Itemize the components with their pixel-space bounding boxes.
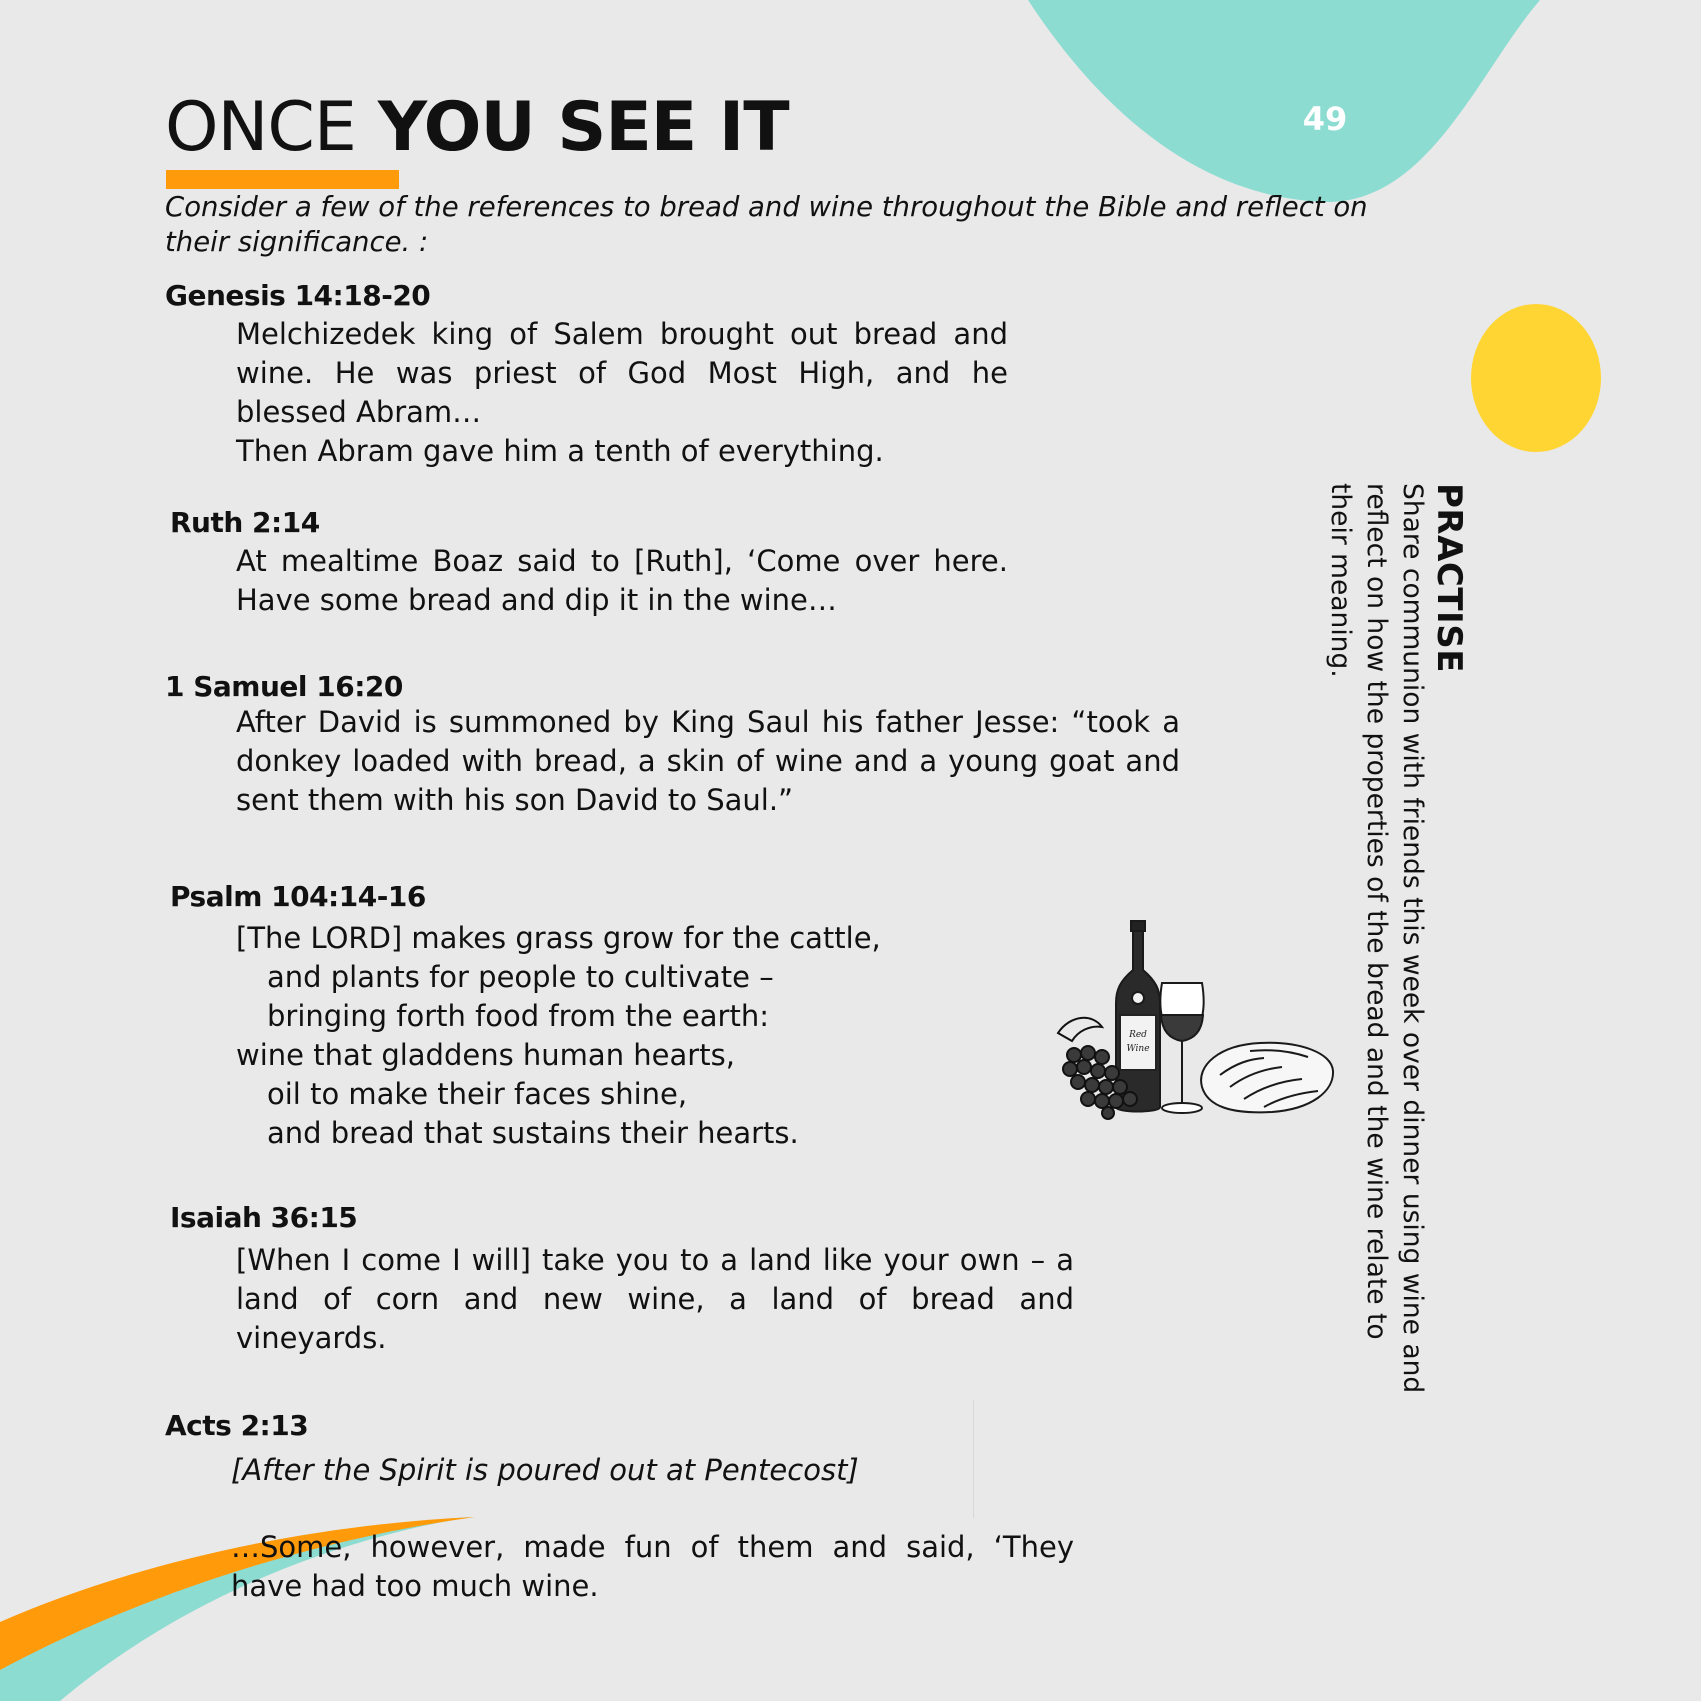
title-light: ONCE <box>165 88 356 167</box>
acts-passage: …Some, however, made fun of them and said, ‘They have had too much wine. <box>231 1530 1074 1603</box>
genesis-passage: Melchizedek king of Salem brought out bread and wine. He was priest of God Most High, and he blessed Abram… <box>236 317 1008 429</box>
page-number: 49 <box>1302 100 1348 138</box>
psalm-line: and bread that sustains their hearts. <box>267 1116 799 1150</box>
practise-title: PRACTISE <box>1429 483 1469 673</box>
wine-bread-illustration <box>1050 915 1340 1125</box>
isaiah-passage: [When I come I will] take you to a land like your own – a land of corn and new wine, a land of bread and vineyards. <box>236 1243 1074 1355</box>
intro-text: Consider a few of the references to bread and wine throughout the Bible and reflect on their significance. : <box>165 191 1368 258</box>
genesis-passage-end: Then Abram gave him a tenth of everything. <box>236 434 884 468</box>
practise-panel <box>1322 483 1468 1403</box>
psalm-line: [The LORD] makes grass grow for the cattle, <box>236 921 881 955</box>
yellow-circle-shape <box>1471 304 1601 452</box>
wine-glass-icon <box>1160 983 1203 1113</box>
teal-wave-shape <box>1028 0 1540 202</box>
psalm-line: and plants for people to cultivate – <box>267 960 774 994</box>
genesis-reference: Genesis 14:18-20 <box>165 279 431 312</box>
psalm-line: oil to make their faces shine, <box>267 1077 688 1111</box>
svg-text:Wine: Wine <box>1126 1044 1150 1054</box>
svg-text:Red: Red <box>1129 1030 1147 1040</box>
ruth-reference: Ruth 2:14 <box>170 506 320 539</box>
title-bold: YOU SEE IT <box>377 88 789 167</box>
samuel-passage: After David is summoned by King Saul his father Jesse: “took a donkey loaded with bread, a skin of wine and a young goat and sent them with his son David to Saul.” <box>236 705 1180 817</box>
page-title <box>165 88 789 168</box>
title-underline <box>166 170 399 189</box>
divider <box>973 1400 974 1518</box>
samuel-reference: 1 Samuel 16:20 <box>165 670 403 703</box>
isaiah-reference: Isaiah 36:15 <box>170 1201 358 1234</box>
psalm-passage <box>236 919 881 1153</box>
ruth-passage: At mealtime Boaz said to [Ruth], ‘Come over here. Have some bread and dip it in the wine… <box>236 544 1008 617</box>
acts-note: [After the Spirit is poured out at Pentecost] <box>231 1453 859 1487</box>
psalm-line: bringing forth food from the earth: <box>267 999 769 1033</box>
bread-loaf-icon <box>1201 1043 1333 1113</box>
psalm-reference: Psalm 104:14-16 <box>170 880 426 913</box>
acts-reference: Acts 2:13 <box>165 1409 309 1442</box>
psalm-line: wine that gladdens human hearts, <box>236 1038 735 1072</box>
practise-text: Share communion with friends this week over dinner using wine and reflect on how the properties of the bread and the wine relate to their meaning. <box>1325 483 1428 1394</box>
